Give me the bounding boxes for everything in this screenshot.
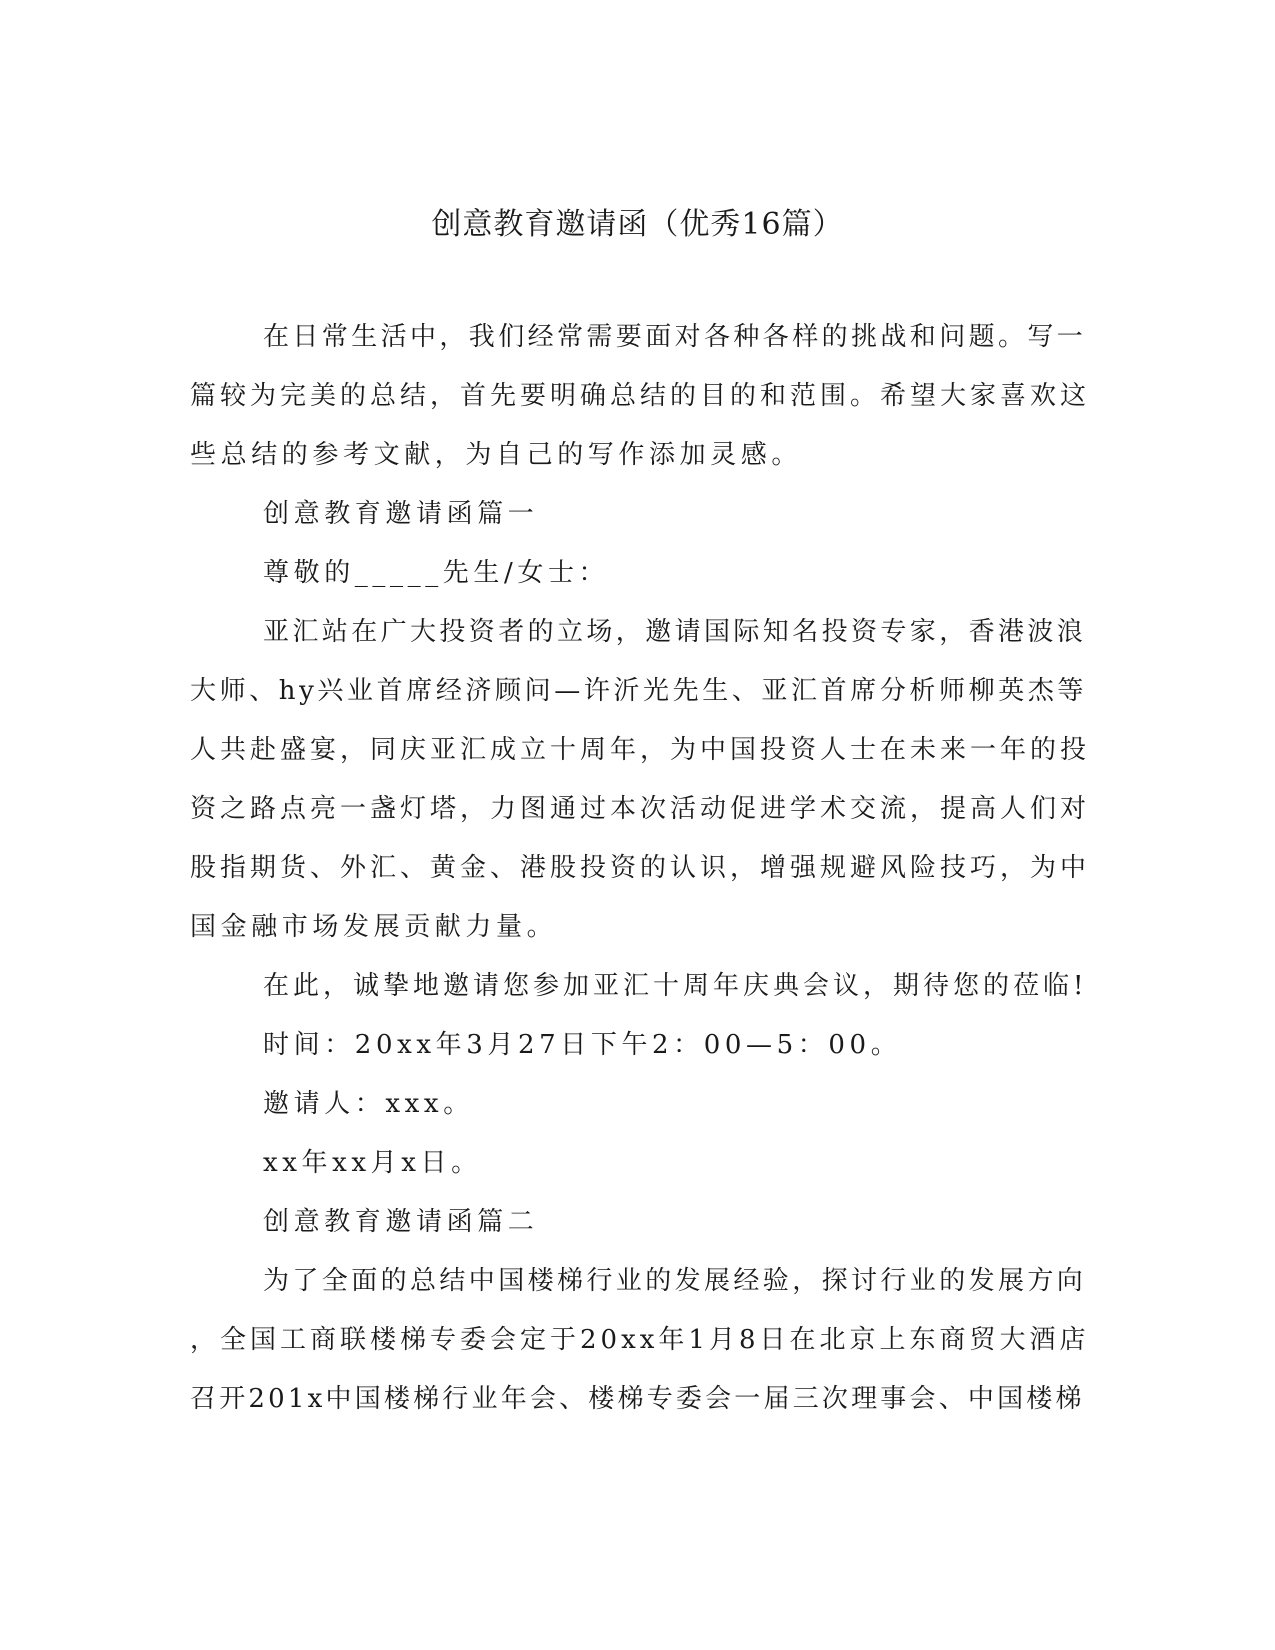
paragraph-line: 国金融市场发展贡献力量。 <box>190 912 558 942</box>
salutation-line: 尊敬的_____先生/女士： <box>263 558 610 588</box>
document-title: 创意教育邀请函（优秀16篇） <box>431 207 844 242</box>
paragraph-line: 资之路点亮一盏灯塔，力图通过本次活动促进学术交流，提高人们对 <box>190 794 1091 824</box>
paragraph-line: 股指期货、外汇、黄金、港股投资的认识，增强规避风险技巧，为中 <box>190 853 1091 883</box>
paragraph-line: 亚汇站在广大投资者的立场，邀请国际知名投资专家，香港波浪 <box>263 617 1087 647</box>
paragraph-line: 大师、hy兴业首席经济顾问—许沂光先生、亚汇首席分析师柳英杰等 <box>190 676 1088 706</box>
paragraph-line: 篇较为完美的总结，首先要明确总结的目的和范围。希望大家喜欢这 <box>190 381 1091 411</box>
paragraph-line: 在此，诚挚地邀请您参加亚汇十周年庆典会议，期待您的莅临! <box>263 971 1088 1001</box>
paragraph-line: 人共赴盛宴，同庆亚汇成立十周年，为中国投资人士在未来一年的投 <box>190 735 1091 765</box>
date-line: xx年xx月x日。 <box>263 1148 482 1178</box>
section-heading: 创意教育邀请函篇一 <box>263 499 539 529</box>
section-heading: 创意教育邀请函篇二 <box>263 1207 539 1237</box>
paragraph-line: 为了全面的总结中国楼梯行业的发展经验，探讨行业的发展方向 <box>263 1266 1087 1296</box>
paragraph-line: 在日常生活中，我们经常需要面对各种各样的挑战和问题。写一 <box>263 322 1087 352</box>
paragraph-line: 些总结的参考文献，为自己的写作添加灵感。 <box>190 440 803 470</box>
paragraph-line: ，全国工商联楼梯专委会定于20xx年1月8日在北京上东商贸大酒店 <box>190 1325 1090 1355</box>
event-time-line: 时间：20xx年3月27日下午2：00—5：00。 <box>263 1030 902 1060</box>
paragraph-line: 召开201x中国楼梯行业年会、楼梯专委会一届三次理事会、中国楼梯 <box>190 1384 1085 1414</box>
inviter-line: 邀请人：xxx。 <box>263 1089 474 1119</box>
